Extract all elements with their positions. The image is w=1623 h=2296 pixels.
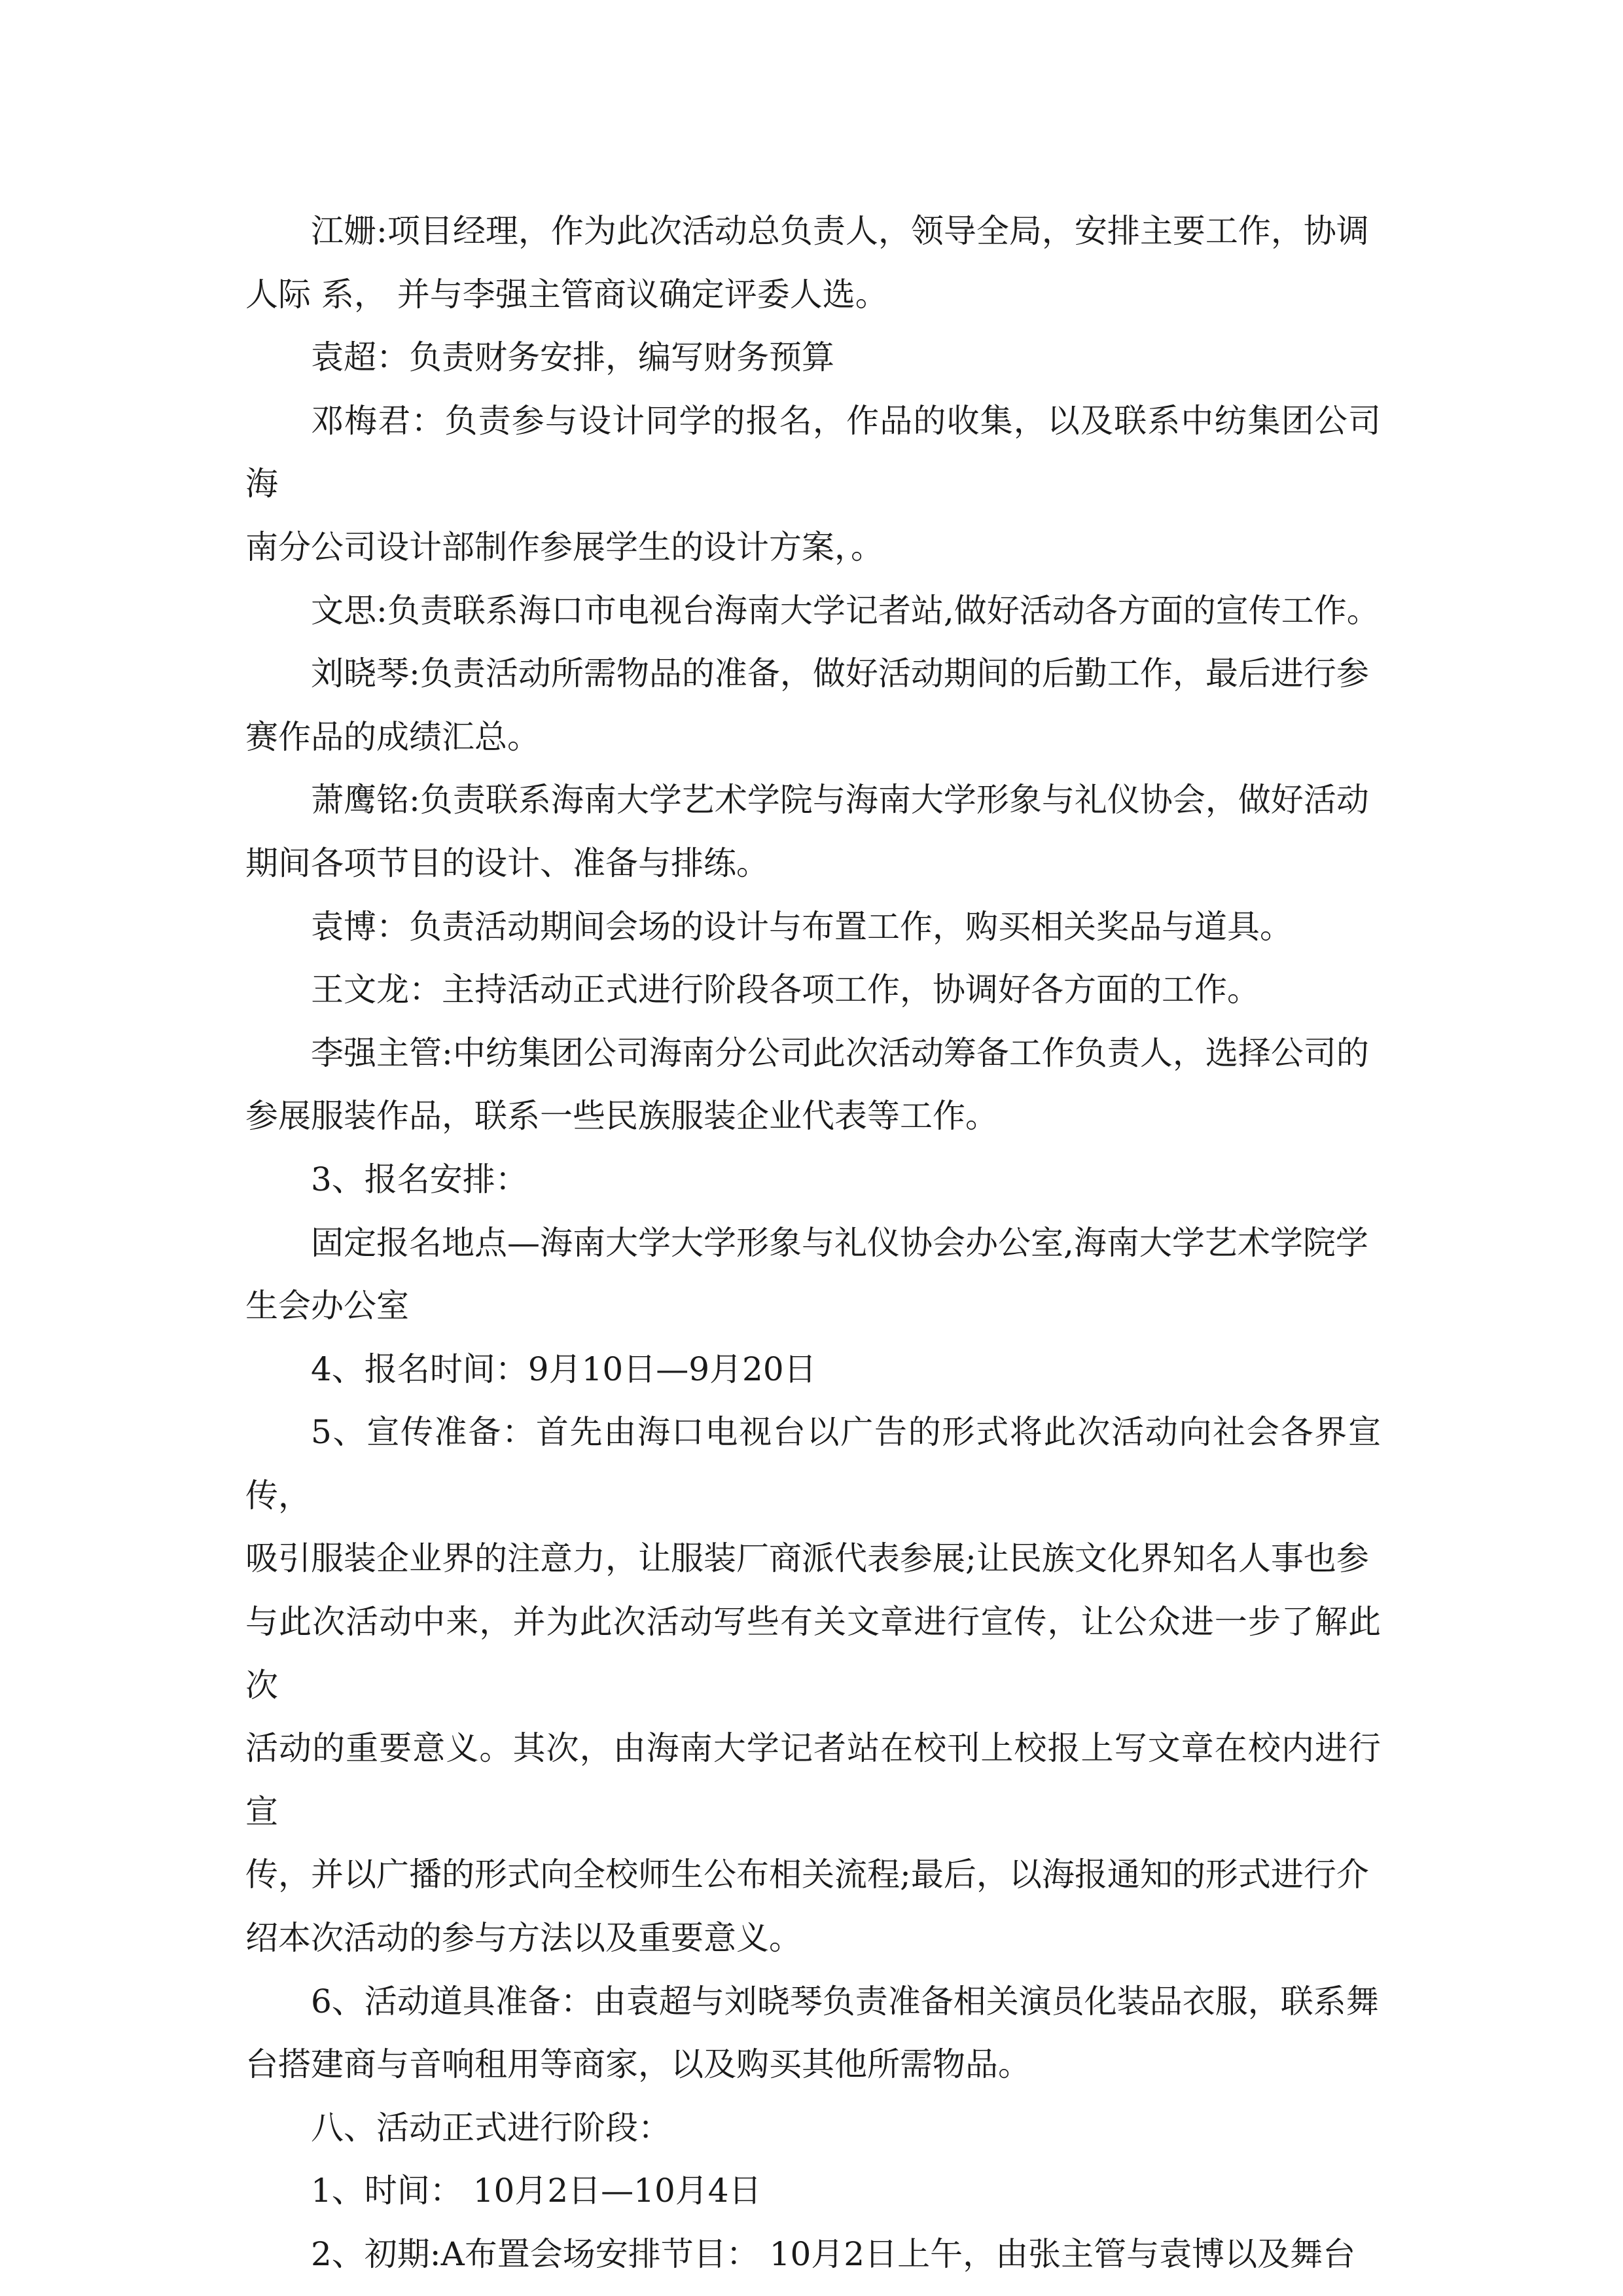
paragraph-line: 5、宣传准备：首先由海口电视台以广告的形式将此次活动向社会各界宣传， <box>245 1413 1381 1515</box>
paragraph-line: 王文龙：主持活动正式进行阶段各项工作，协调好各方面的工作。 <box>311 971 1260 1009</box>
paragraph-line: 固定报名地点—海南大学大学形象与礼仪协会办公室,海南大学艺术学院学 <box>311 1223 1368 1262</box>
paragraph-line: 邓梅君：负责参与设计同学的报名，作品的收集，以及联系中纺集团公司海 <box>245 401 1381 503</box>
paragraph-line: 生会办公室 <box>245 1287 409 1325</box>
paragraph-line: 袁博：负责活动期间会场的设计与布置工作，购买相关奖品与道具。 <box>311 907 1293 946</box>
paragraph-line: 活动的重要意义。其次，由海南大学记者站在校刊上校报上写文章在校内进行宣 <box>245 1729 1381 1831</box>
paragraph-line: 3、报名安排： <box>311 1160 528 1198</box>
paragraph-line: 1、时间： 10月2日—10月4日 <box>311 2172 762 2210</box>
paragraph-line: 李强主管:中纺集团公司海南分公司此次活动筹备工作负责人，选择公司的 <box>311 1033 1369 1072</box>
paragraph-line: 与此次活动中来，并为此次活动写些有关文章进行宣传，让公众进一步了解此次 <box>245 1603 1381 1704</box>
paragraph-line: 人际 系， 并与李强主管商议确定评委人选。 <box>245 275 888 314</box>
paragraph-line: 江姗:项目经理，作为此次活动总负责人，领导全局，安排主要工作，协调 <box>311 212 1369 250</box>
paragraph-line: 八、活动正式进行阶段： <box>311 2108 671 2147</box>
paragraph-line: 南分公司设计部制作参展学生的设计方案，。 <box>245 528 883 566</box>
paragraph-line: 6、活动道具准备：由袁超与刘晓琴负责准备相关演员化装品衣服，联系舞 <box>311 1982 1379 2020</box>
paragraph-line: 4、报名时间：9月10日—9月20日 <box>311 1350 817 1388</box>
paragraph-line: 2、初期:A布置会场安排节目： 10月2日上午，由张主管与袁博以及舞台 <box>311 2235 1356 2273</box>
paragraph-line: 袁超：负责财务安排，编写财务预算 <box>311 338 834 377</box>
paragraph-line: 绍本次活动的参与方法以及重要意义。 <box>245 1919 802 1958</box>
document-body <box>245 200 1381 2286</box>
paragraph-line: 赛作品的成绩汇总。 <box>245 717 540 756</box>
paragraph-line: 萧鹰铭:负责联系海南大学艺术学院与海南大学形象与礼仪协会，做好活动 <box>311 781 1369 819</box>
paragraph-line: 参展服装作品，联系一些民族服装企业代表等工作。 <box>245 1097 998 1136</box>
paragraph-line: 刘晓琴:负责活动所需物品的准备，做好活动期间的后勤工作，最后进行参 <box>311 655 1369 693</box>
paragraph-line: 传，并以广播的形式向全校师生公布相关流程;最后，以海报通知的形式进行介 <box>245 1856 1369 1894</box>
paragraph-line: 文思:负责联系海口市电视台海南大学记者站,做好活动各方面的宣传工作。 <box>311 591 1380 630</box>
paragraph-line: 吸引服装企业界的注意力，让服装厂商派代表参展;让民族文化界知名人事也参 <box>245 1539 1369 1578</box>
paragraph-line: 台搭建商与音响租用等商家，以及购买其他所需物品。 <box>245 2045 1031 2084</box>
paragraph-line: 期间各项节目的设计、准备与排练。 <box>245 844 769 882</box>
